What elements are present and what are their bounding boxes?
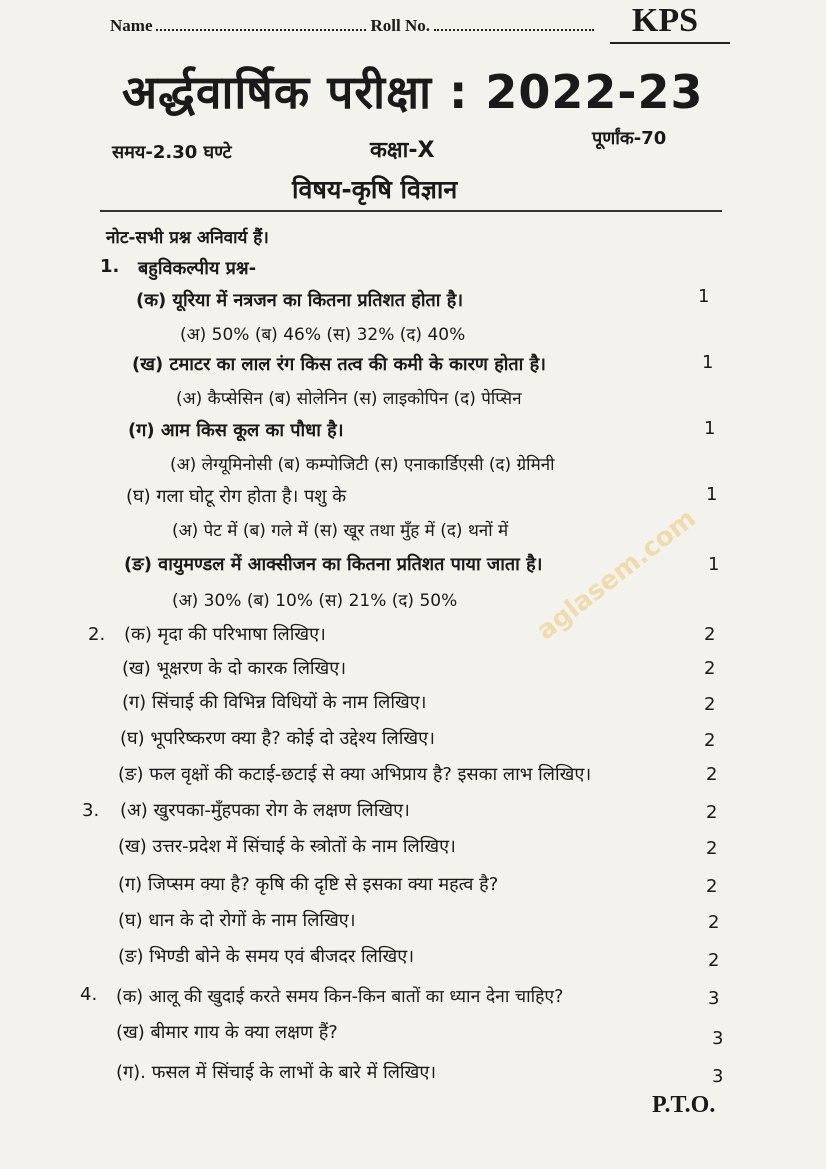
name-roll-line — [110, 16, 598, 36]
q3d-text: (घ) धान के दो रोगों के नाम लिखिए। — [118, 910, 356, 931]
q4a-mark: 3 — [708, 988, 720, 1009]
q2a-text: (क) मृदा की परिभाषा लिखिए। — [124, 624, 326, 645]
name-dotted-line — [156, 29, 366, 31]
q2-number: 2. — [88, 624, 106, 645]
q2e-text: (ङ) फल वृक्षों की कटाई-छटाई से क्या अभिप्राय है? इसका लाभ लिखिए। — [118, 764, 592, 785]
exam-title: अर्द्धवार्षिक परीक्षा : 2022-23 — [122, 65, 704, 119]
q3b-text: (ख) उत्तर-प्रदेश में सिंचाई के स्त्रोतों के नाम लिखिए। — [118, 836, 456, 857]
exam-time: समय-2.30 घण्टे — [112, 142, 232, 163]
please-turn-over: P.T.O. — [652, 1092, 716, 1118]
q1d-mark: 1 — [706, 484, 718, 505]
full-marks: पूर्णांक-70 — [592, 128, 667, 149]
q1-number: 1. — [100, 256, 120, 277]
q1a-mark: 1 — [698, 286, 710, 307]
q1c-mark: 1 — [704, 418, 716, 439]
q3c-mark: 2 — [706, 876, 718, 897]
q3-number: 3. — [82, 800, 100, 821]
q4b-mark: 3 — [712, 1028, 724, 1049]
q4b-text: (ख) बीमार गाय के क्या लक्षण हैं? — [116, 1022, 338, 1043]
q3e-mark: 2 — [708, 950, 720, 971]
q1e-options: (अ) 30% (ब) 10% (स) 21% (द) 50% — [172, 591, 458, 611]
q2a-mark: 2 — [704, 624, 716, 645]
q4c-text: (ग). फसल में सिंचाई के लाभों के बारे में लिखिए। — [116, 1062, 437, 1083]
q2b-text: (ख) भूक्षरण के दो कारक लिखिए। — [122, 658, 347, 679]
q1e-mark: 1 — [708, 554, 720, 575]
q1e-text: (ङ) वायुमण्डल में आक्सीजन का कितना प्रतिशत पाया जाता है। — [124, 554, 543, 575]
q1a-text: (क) यूरिया में नत्रजन का कितना प्रतिशत होता है। — [136, 290, 464, 311]
q2c-mark: 2 — [704, 694, 716, 715]
q3e-text: (ङ) भिण्डी बोने के समय एवं बीजदर लिखिए। — [118, 946, 415, 967]
exam-class: कक्षा-X — [370, 138, 435, 163]
instruction-note: नोट-सभी प्रश्न अनिवार्य हैं। — [106, 228, 269, 248]
q3c-text: (ग) जिप्सम क्या है? कृषि की दृष्टि से इसका क्या महत्व है? — [118, 874, 499, 895]
q1b-options: (अ) कैप्सेसिन (ब) सोलेनिन (स) लाइकोपिन (द) पेप्सिन — [176, 389, 522, 409]
q1b-text: (ख) टमाटर का लाल रंग किस तत्व की कमी के कारण होता है। — [132, 354, 546, 375]
roll-dotted-line — [434, 29, 594, 31]
q1-heading: बहुविकल्पीय प्रश्न- — [138, 258, 257, 279]
q2c-text: (ग) सिंचाई की विभिन्न विधियों के नाम लिखिए। — [122, 692, 427, 713]
name-label: Name — [110, 16, 153, 35]
q3a-text: (अ) खुरपका-मुँहपका रोग के लक्षण लिखिए। — [120, 800, 410, 821]
roll-label: Roll No. — [370, 16, 430, 35]
subject-title: विषय-कृषि विज्ञान — [292, 175, 458, 204]
q1a-options: (अ) 50% (ब) 46% (स) 32% (द) 40% — [180, 325, 466, 345]
watermark: aglasem.com — [531, 503, 702, 647]
school-underline — [610, 42, 730, 44]
q4a-text: (क) आलू की खुदाई करते समय किन-किन बातों का ध्यान देना चाहिए? — [116, 987, 564, 1007]
q3a-mark: 2 — [706, 802, 718, 823]
q3d-mark: 2 — [708, 912, 720, 933]
q1d-text: (घ) गला घोटू रोग होता है। पशु के — [126, 486, 347, 507]
school-code: KPS — [631, 2, 698, 39]
q3b-mark: 2 — [706, 838, 718, 859]
q4c-mark: 3 — [712, 1066, 724, 1087]
q1c-text: (ग) आम किस कूल का पौधा है। — [128, 420, 344, 441]
q2d-mark: 2 — [704, 730, 716, 751]
q2d-text: (घ) भूपरिष्करण क्या है? कोई दो उद्देश्य लिखिए। — [120, 728, 435, 749]
q4-number: 4. — [80, 984, 98, 1005]
header-divider — [100, 210, 722, 212]
q1c-options: (अ) लेग्यूमिनोसी (ब) कम्पोजिटी (स) एनाकार्डिएसी (द) ग्रेमिनी — [170, 455, 555, 475]
q1d-options: (अ) पेट में (ब) गले में (स) खूर तथा मुँह में (द) थनों में — [172, 521, 509, 541]
q2b-mark: 2 — [704, 658, 716, 679]
q2e-mark: 2 — [706, 764, 718, 785]
q1b-mark: 1 — [702, 352, 714, 373]
